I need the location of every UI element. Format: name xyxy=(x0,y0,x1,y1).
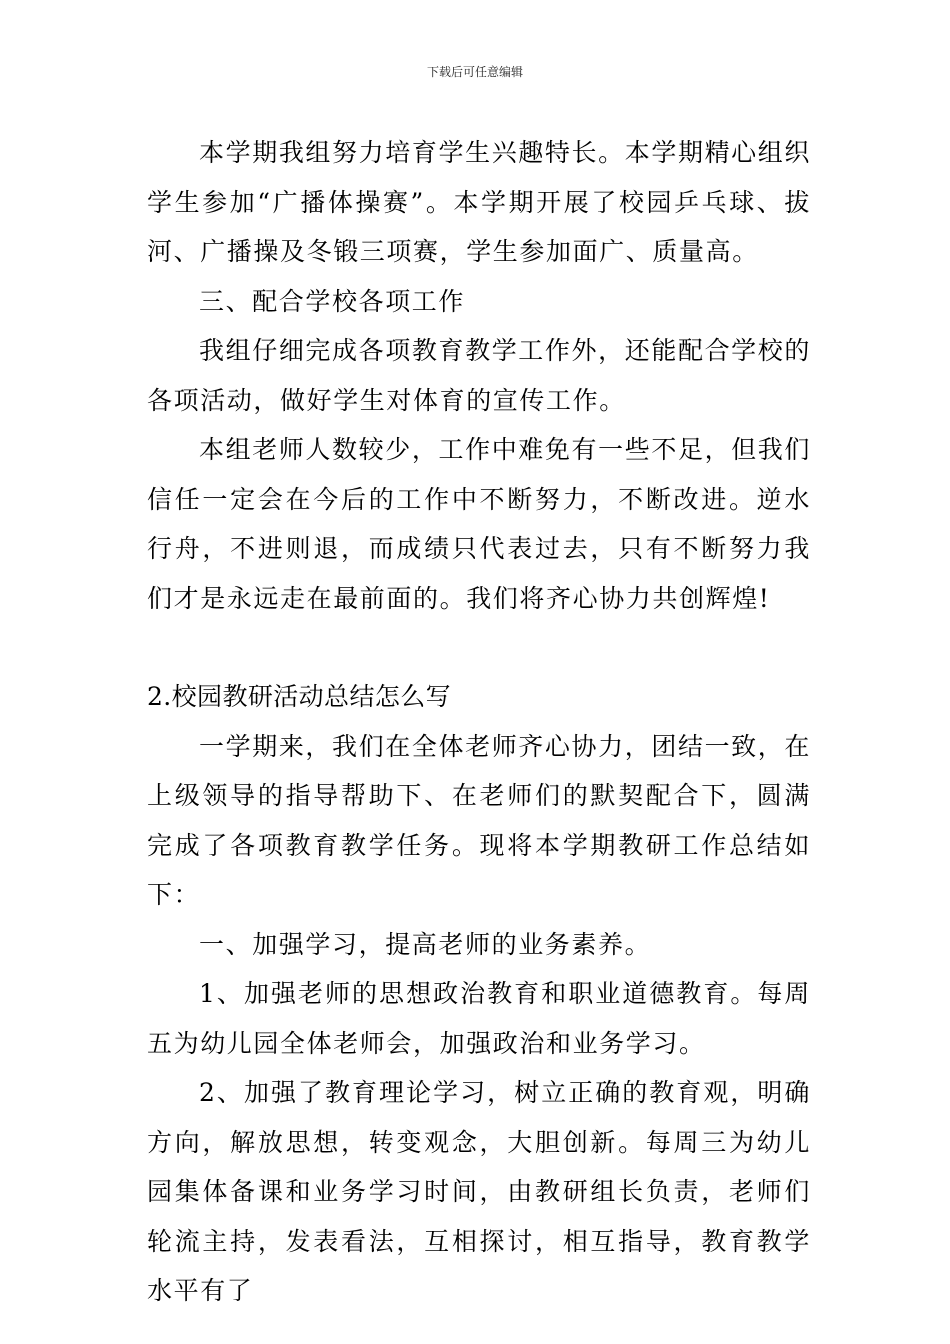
section-heading-learning: 一、加强学习，提高老师的业务素养。 xyxy=(199,929,652,959)
article-title: 2.校园教研活动总结怎么写 xyxy=(147,682,452,711)
paragraph-intro: 一学期来，我们在全体老师齐心协力，团结一致，在上级领导的指导帮助下、在老师们的默契配合下，圆满完成了各项教育教学任务。现将本学期教研工作总结如下： xyxy=(147,731,811,909)
document-body xyxy=(147,128,811,1316)
paragraph-school-activities: 我组仔细完成各项教育教学工作外，还能配合学校的各项活动，做好学生对体育的宣传工作。 xyxy=(147,336,811,415)
paragraph-item-2: 2、加强了教育理论学习，树立正确的教育观，明确方向，解放思想，转变观念，大胆创新。每周三为幼儿园集体备课和业务学习时间，由教研组长负责，老师们轮流主持，发表看法，互相探讨，相互指导，教育教学水平有了 xyxy=(147,1078,811,1305)
page-header: 下载后可任意编辑 xyxy=(426,65,523,79)
section-heading-cooperate: 三、配合学校各项工作 xyxy=(199,286,466,316)
paragraph-interest-training: 本学期我组努力培育学生兴趣特长。本学期精心组织学生参加“广播体操赛”。本学期开展了校园乒乓球、拔河、广播操及冬锻三项赛，学生参加面广、质量高。 xyxy=(147,138,811,266)
section-gap xyxy=(147,623,811,672)
paragraph-closing: 本组老师人数较少，工作中难免有一些不足，但我们信任一定会在今后的工作中不断努力，不断改进。逆水行舟，不进则退，而成绩只代表过去，只有不断努力我们才是永远走在最前面的。我们将齐心协力共创辉煌! xyxy=(147,435,811,613)
paragraph-item-1: 1、加强老师的思想政治教育和职业道德教育。每周五为幼儿园全体老师会，加强政治和业务学习。 xyxy=(147,979,811,1058)
